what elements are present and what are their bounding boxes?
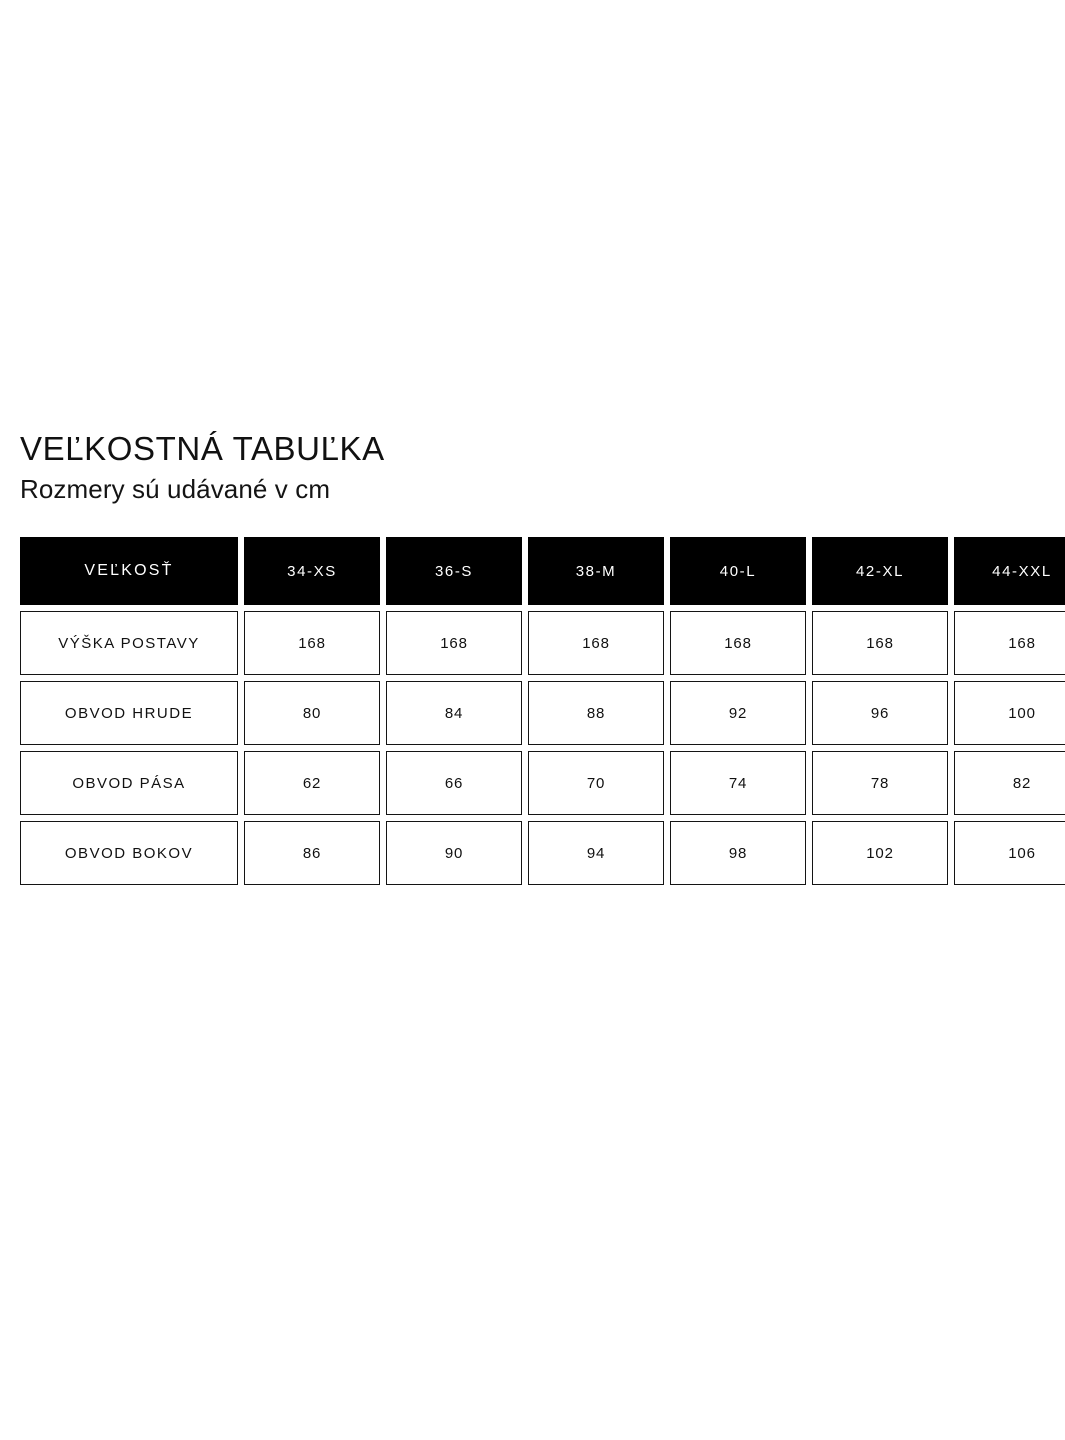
row-label-1: OBVOD HRUDE: [20, 681, 238, 745]
row-label-3: OBVOD BOKOV: [20, 821, 238, 885]
content-container: [20, 430, 1050, 891]
cell-0-4: 168: [812, 611, 948, 675]
cell-3-1: 90: [386, 821, 522, 885]
cell-1-4: 96: [812, 681, 948, 745]
cell-0-1: 168: [386, 611, 522, 675]
header-cell-size-5: 44-XXL: [954, 537, 1065, 605]
cell-1-1: 84: [386, 681, 522, 745]
header-cell-size-2: 38-M: [528, 537, 664, 605]
cell-3-4: 102: [812, 821, 948, 885]
cell-2-1: 66: [386, 751, 522, 815]
size-chart-table: [14, 531, 1065, 891]
page-subtitle: Rozmery sú udávané v cm: [20, 473, 331, 504]
table-header: [20, 537, 1065, 605]
header-cell-size-3: 40-L: [670, 537, 806, 605]
row-label-2: OBVOD PÁSA: [20, 751, 238, 815]
cell-2-3: 74: [670, 751, 806, 815]
cell-1-2: 88: [528, 681, 664, 745]
cell-2-0: 62: [244, 751, 380, 815]
page-title: VEĽKOSTNÁ TABUĽKA: [20, 430, 385, 467]
cell-2-5: 82: [954, 751, 1065, 815]
cell-0-5: 168: [954, 611, 1065, 675]
header-cell-size-4: 42-XL: [812, 537, 948, 605]
header-cell-size-0: 34-XS: [244, 537, 380, 605]
cell-3-0: 86: [244, 821, 380, 885]
table-row: [20, 821, 1065, 885]
header-cell-size-label: VEĽKOSŤ: [20, 537, 238, 605]
cell-0-0: 168: [244, 611, 380, 675]
table-body: [20, 611, 1065, 885]
cell-0-3: 168: [670, 611, 806, 675]
table-header-row: [20, 537, 1065, 605]
cell-2-2: 70: [528, 751, 664, 815]
cell-1-3: 92: [670, 681, 806, 745]
cell-2-4: 78: [812, 751, 948, 815]
table-row: [20, 681, 1065, 745]
table-row: [20, 751, 1065, 815]
cell-3-2: 94: [528, 821, 664, 885]
cell-3-3: 98: [670, 821, 806, 885]
row-label-0: VÝŠKA POSTAVY: [20, 611, 238, 675]
header-cell-size-1: 36-S: [386, 537, 522, 605]
cell-1-5: 100: [954, 681, 1065, 745]
table-row: [20, 611, 1065, 675]
cell-3-5: 106: [954, 821, 1065, 885]
cell-0-2: 168: [528, 611, 664, 675]
cell-1-0: 80: [244, 681, 380, 745]
